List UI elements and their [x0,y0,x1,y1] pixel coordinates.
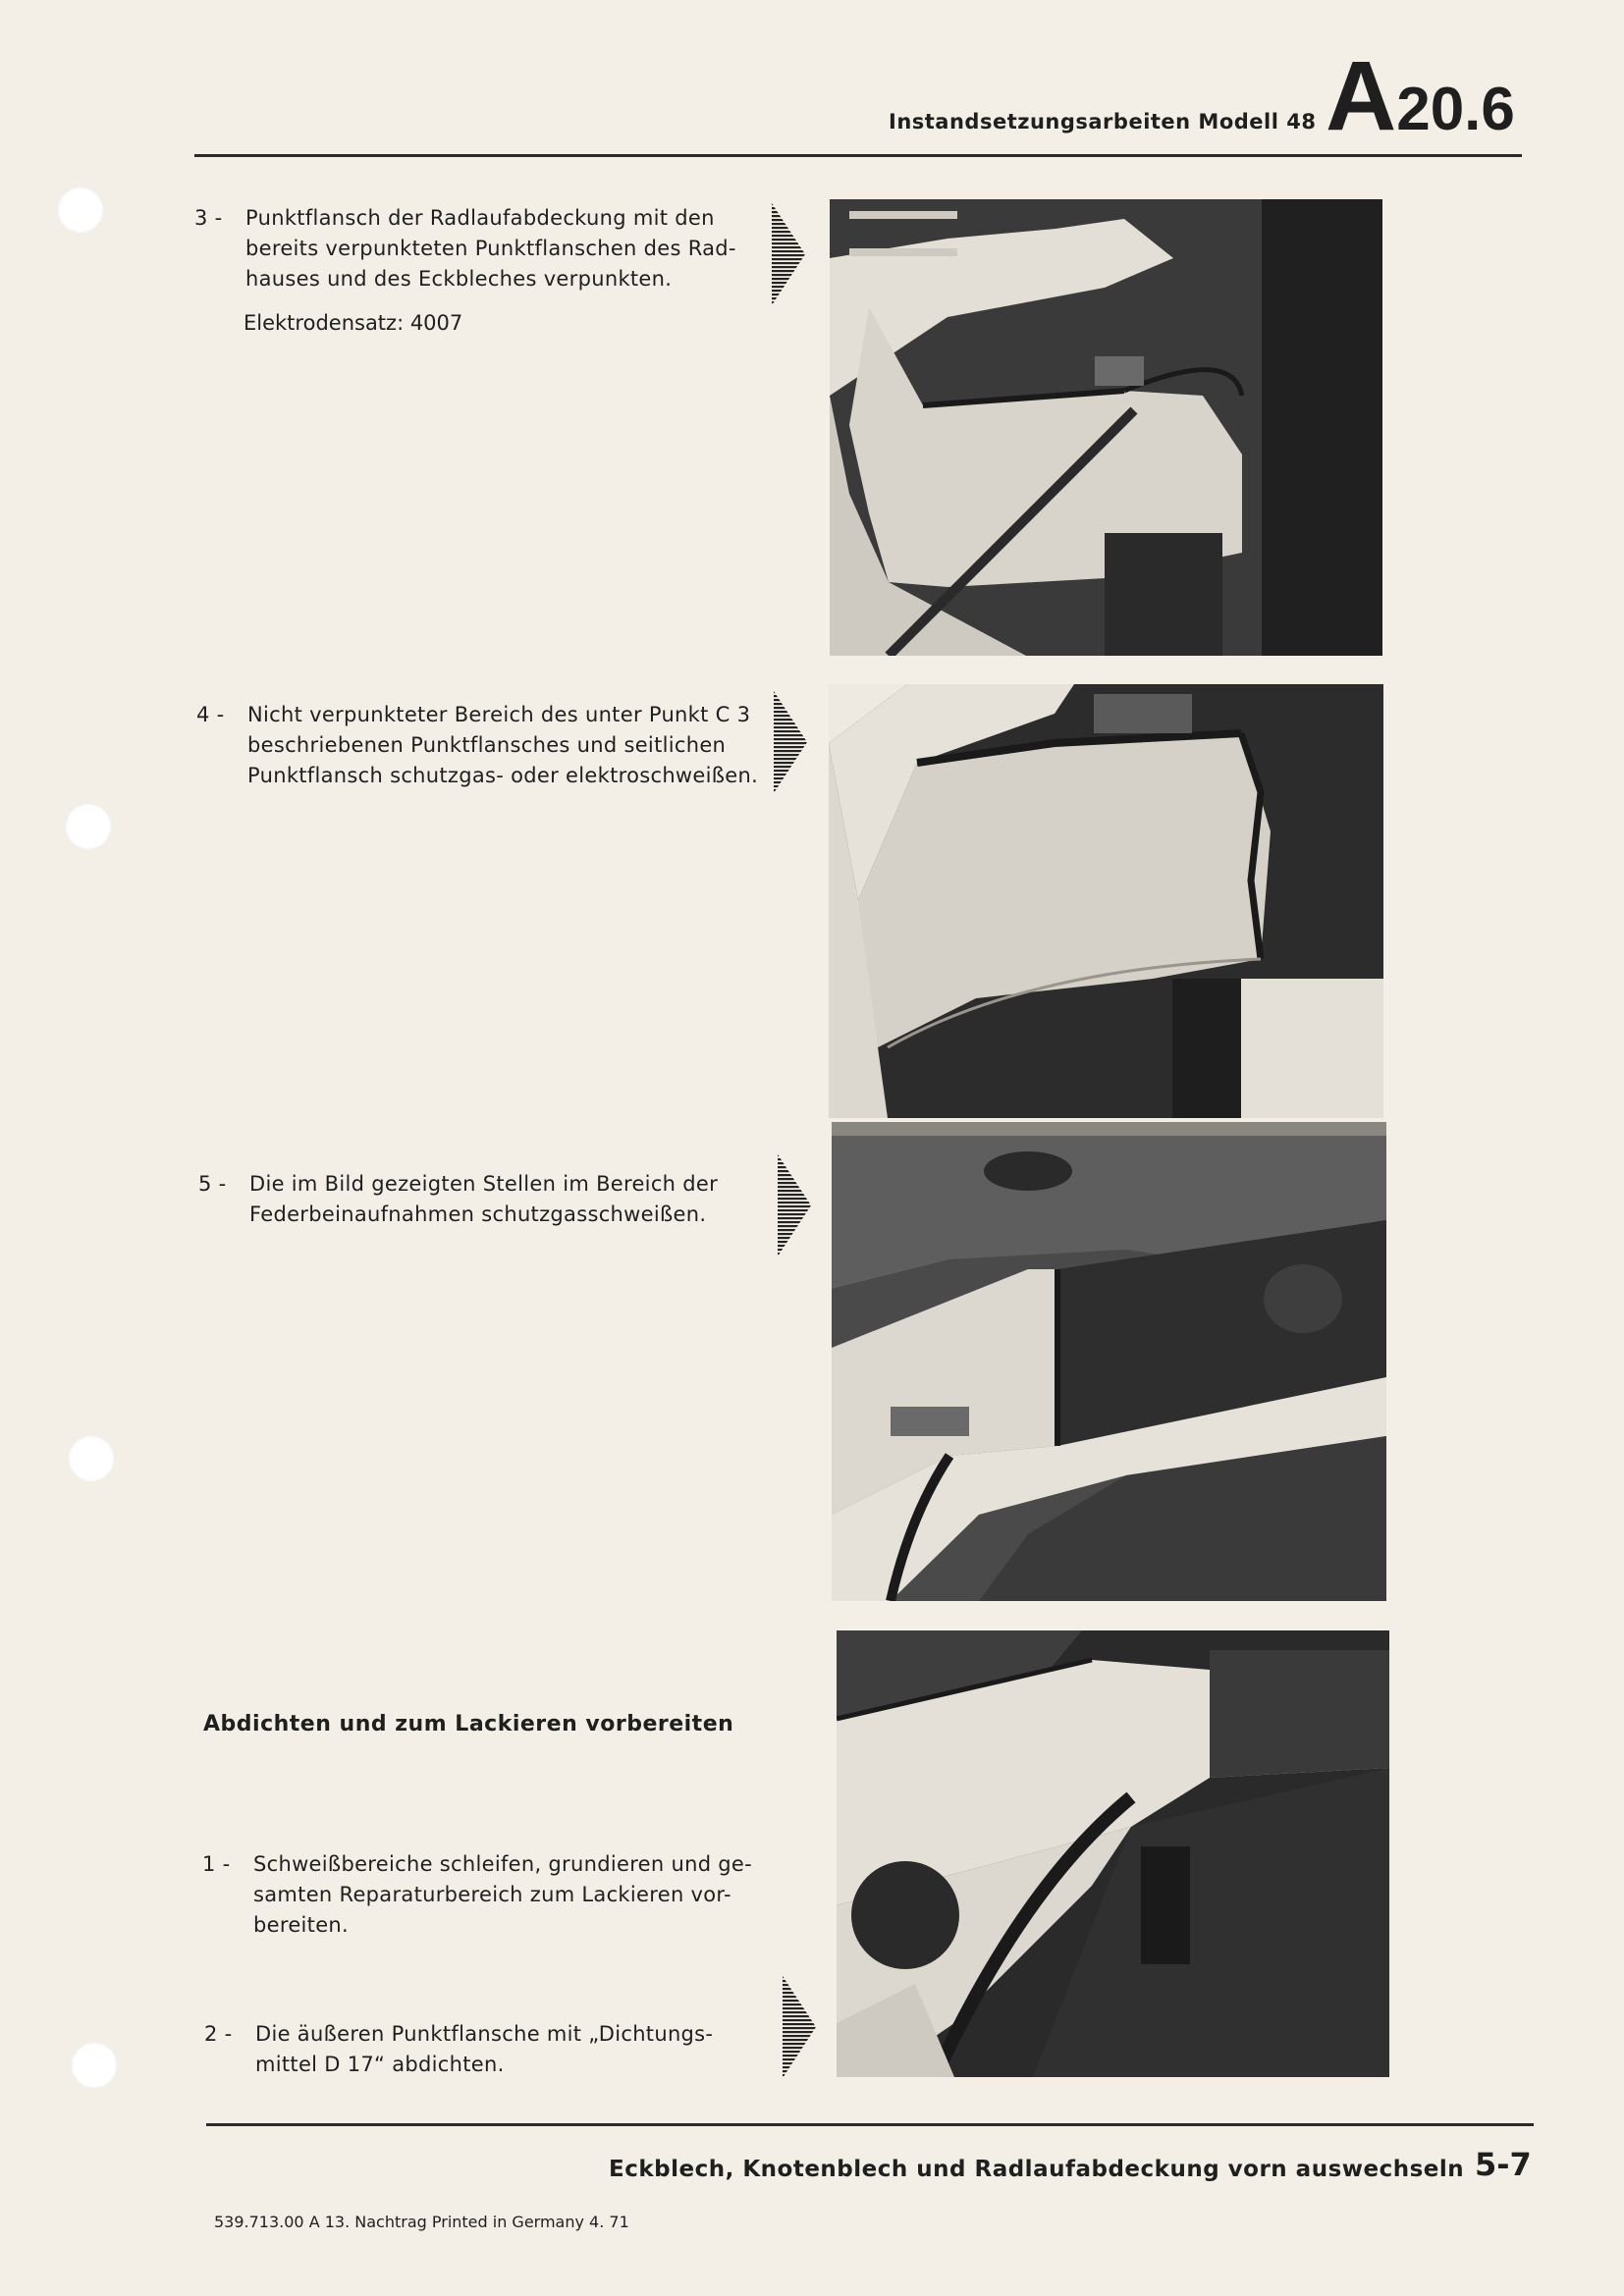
binder-hole [65,803,112,850]
step-number: 3 - [194,206,223,230]
step-line: Schweißbereiche schleifen, grundieren und ge- [253,1852,753,1876]
step-number: 1 - [202,1852,231,1876]
electrode-note: Elektrodensatz: 4007 [244,311,463,335]
step-text [253,1849,767,1941]
page-code-number: 20.6 [1396,76,1515,143]
step-line: samten Reparaturbereich zum Lackieren vor- [253,1883,731,1906]
header-title: Instandsetzungsarbeiten Modell 48 [889,110,1317,133]
step-text [245,203,754,294]
step-line: Punktflansch der Radlaufabdeckung mit den [245,206,715,230]
step-line: Die im Bild gezeigten Stellen im Bereich der [249,1172,719,1196]
page-code-letter: A [1326,41,1397,151]
section-title: Abdichten und zum Lackieren vorbereiten [203,1712,734,1736]
step-line: bereits verpunkteten Punktflanschen des Rad- [245,237,736,260]
step-number: 5 - [198,1172,227,1196]
pointer-arrow-icon [770,203,807,305]
binder-hole [68,1435,115,1482]
header-rule [194,154,1522,157]
step-text [247,700,761,791]
step-line: Federbeinaufnahmen schutzgasschweißen. [249,1202,707,1226]
page-number: 5-7 [1475,2146,1532,2183]
footer-rule [206,2123,1534,2126]
footer-title: Eckblech, Knotenblech und Radlaufabdeckung vorn auswechseln [609,2157,1465,2182]
photo-spring-strut-welding [832,1122,1386,1601]
step-line: bereiten. [253,1913,350,1937]
binder-hole [71,2042,118,2089]
step-line: Die äußeren Punktflansche mit „Dichtungs- [255,2022,714,2046]
page-code [1326,41,1515,151]
binder-hole [57,187,104,234]
step-line: hauses und des Eckbleches verpunkten. [245,267,673,291]
pointer-arrow-icon [772,691,809,793]
photo-flange-sealing [837,1630,1389,2077]
pointer-arrow-icon [776,1154,813,1256]
step-line: mittel D 17“ abdichten. [255,2053,505,2076]
photo-wheel-arch-spot-welding [830,199,1382,656]
photo-wheelhouse-flange-welding [829,684,1383,1118]
step-line: beschriebenen Punktflansches und seitlichen [247,733,727,757]
print-info: 539.713.00 A 13. Nachtrag Printed in Germany 4. 71 [214,2213,629,2231]
step-line: Punktflansch schutzgas- oder elektroschweißen. [247,764,759,787]
step-text [249,1169,763,1230]
pointer-arrow-icon [781,1976,818,2078]
step-text [255,2019,769,2080]
step-number: 2 - [204,2022,233,2046]
step-line: Nicht verpunkteter Bereich des unter Punkt C 3 [247,703,751,726]
step-number: 4 - [196,703,225,726]
